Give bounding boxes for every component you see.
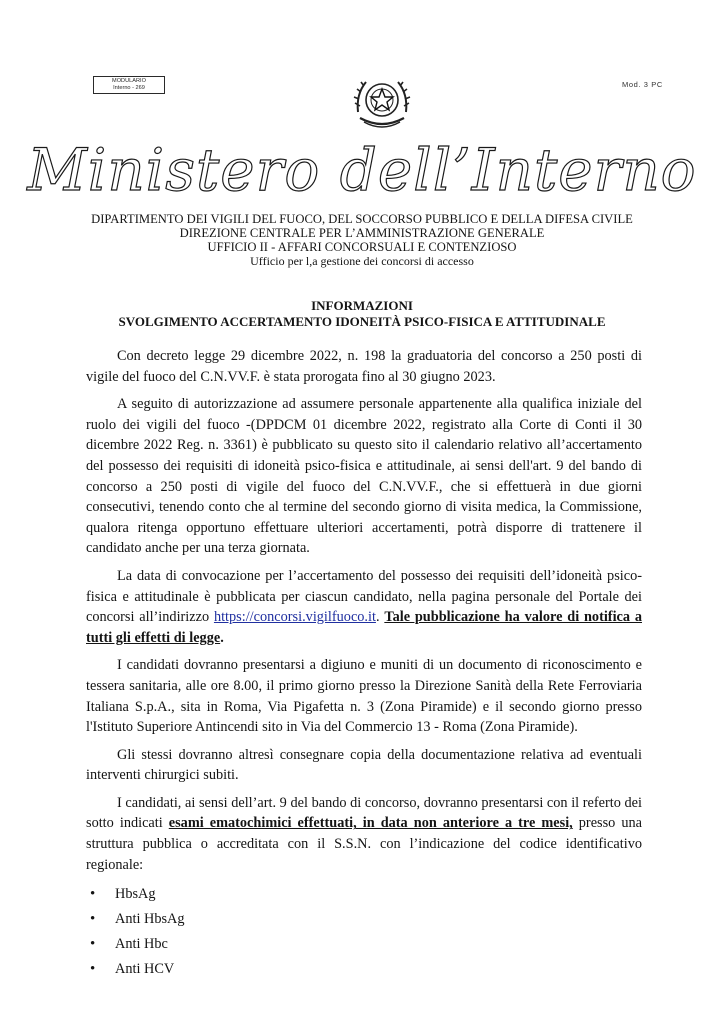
header-office: UFFICIO II - AFFARI CONCORSUALI E CONTENZIOSO	[207, 240, 517, 254]
paragraph-presentation: I candidati dovranno presentarsi a digiuno e muniti di un documento di riconoscimento e tessera sanitaria, alle ore 8.00, il primo giorno presso la Direzione Sanità della Rete Ferroviaria Italiana S.p.A., sita in Roma, Via Pigafetta n. 3 (Zona Piramide) e il secondo giorno presso l'Istituto Superiore Antincendi sito in Via del Commercio 13 - Roma (Zona Piramide).	[86, 657, 642, 736]
stamp-line-1: MODULARIO	[112, 78, 146, 84]
paragraph-exams	[86, 793, 642, 875]
concorsi-portal-link[interactable]: https://concorsi.vigilfuoco.it	[213, 609, 376, 626]
exam-list	[86, 882, 642, 982]
exam-item: • HbsAg	[86, 882, 642, 907]
notification-period: .	[220, 629, 224, 646]
ministry-logotype: Ministero dell’Interno	[27, 136, 697, 204]
italian-republic-emblem-icon	[352, 72, 412, 134]
document-body	[86, 346, 642, 982]
stamp-line-2: Interno - 269	[113, 84, 145, 91]
paragraph-calendar: A seguito di autorizzazione ad assumere personale appartenente alla qualifica iniziale del ruolo dei vigili del fuoco -(DPDCM 01 dicembre 2022, registrato alla Corte di Conti il 30 dicembre 2022 Reg. n. 3361) è pubblicato su questo sito il calendario relativo all’accertamento del possesso dei requisiti di idoneità psico-fisica e attitudinale, ai sensi dell'art. 9 del bando di concorso a 250 posti di vigile del fuoco del C.N.VV.F., che si effettuerà in due giorni consecutivi, tenendo conto che al termine del secondo giorno di visita medica, la Commissione, qualora ritenga opportuno effettuare ulteriori accertamenti, potrà disporre di trattenere il candidato anche per una terza giornata.	[86, 396, 642, 557]
header-direction: DIREZIONE CENTRALE PER L’AMMINISTRAZIONE GENERALE	[179, 226, 545, 240]
exams-intro: I candidati, ai sensi dell’art. 9 del bando di concorso, dovranno presentarsi con il referto dei sotto indicati	[86, 794, 642, 832]
model-code: Mod. 3 PC	[622, 80, 663, 89]
exam-item: • Anti HbsAg	[86, 907, 642, 932]
title-line-2: SVOLGIMENTO ACCERTAMENTO IDONEITÀ PSICO-FISICA E ATTITUDINALE	[118, 314, 606, 329]
convocation-separator: .	[375, 609, 385, 626]
paragraph-convocation	[86, 566, 642, 648]
modulario-stamp	[93, 76, 165, 94]
header-department: DIPARTIMENTO DEI VIGILI DEL FUOCO, DEL SOCCORSO PUBBLICO E DELLA DIFESA CIVILE	[91, 212, 633, 226]
exams-outro: presso una struttura pubblica o accreditata con il S.S.N. con l’indicazione del codice identificativo regionale:	[86, 815, 642, 873]
exam-item: • Anti Hbc	[86, 932, 642, 957]
paragraph-prorogation: Con decreto legge 29 dicembre 2022, n. 198 la graduatoria del concorso a 250 posti di vigile del fuoco del C.N.VV.F. è stata prorogata fino al 30 giugno 2023.	[86, 348, 642, 385]
department-header	[0, 212, 724, 268]
exam-item: • Anti HCV	[86, 957, 642, 982]
exams-requirement: esami ematochimici effettuati, in data non anteriore a tre mesi,	[168, 815, 573, 832]
paragraph-documentation: Gli stessi dovranno altresì consegnare copia della documentazione relativa ad eventuali interventi chirurgici subiti.	[86, 746, 642, 784]
notification-notice: Tale pubblicazione ha valore di notifica a tutti gli effetti di legge	[86, 609, 642, 646]
header-sub-office: Ufficio per l,a gestione dei concorsi di accesso	[250, 254, 474, 268]
title-line-1: INFORMAZIONI	[311, 298, 413, 313]
convocation-text: La data di convocazione per l’accertamento del possesso dei requisiti dell’idoneità psico-fisica e attitudinale è pubblicata per ciascun candidato, nella pagina personale del Portale dei concorsi all’indirizzo	[86, 567, 642, 626]
document-title	[0, 298, 724, 330]
